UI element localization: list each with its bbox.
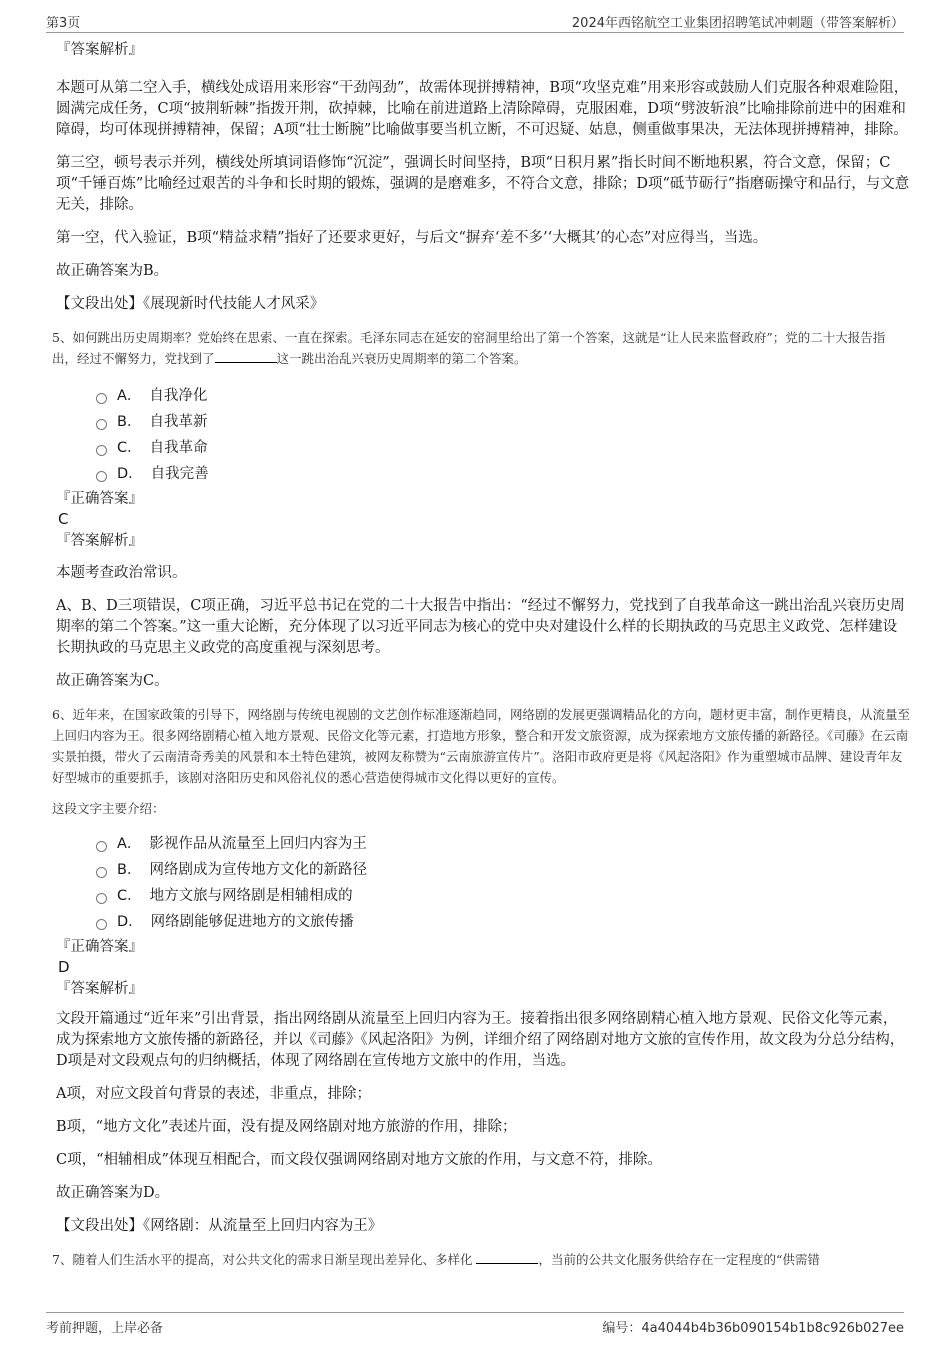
q6-analysis-para: 文段开篇通过“近年来”引出背景，指出网络剧从流量至上回归内容为王。接着指出很多网络剧精心植入地方景观、民俗文化等元素，成为探索地方文旅传播的新路径，并以《司藤》《风起洛阳》为例，详细介绍了网络剧对地方文旅的宣传作用，故文段为分总分结构，D项是对文段观点句的归纳概括，体现了网络剧在宣传地方文旅中的作用，当选。 bbox=[56, 1011, 905, 1069]
answer-blank bbox=[476, 1251, 538, 1264]
radio-icon[interactable] bbox=[96, 471, 107, 482]
page-header bbox=[46, 8, 904, 33]
radio-icon[interactable] bbox=[96, 419, 107, 430]
document-id: 编号：4a4044b4b36b090154b1b8c926b027ee bbox=[602, 1321, 904, 1336]
q6-analysis-para: A项，对应文段首句背景的表述，非重点，排除； bbox=[56, 1086, 371, 1102]
q6-analysis-para: B项，“地方文化”表述片面，没有提及网络剧对地方旅游的作用，排除； bbox=[56, 1119, 517, 1135]
q6-analysis-label: 『答案解析』 bbox=[56, 981, 143, 997]
q5-analysis-para: 本题考查政治常识。 bbox=[56, 565, 187, 581]
radio-icon[interactable] bbox=[96, 919, 107, 930]
q4-answer-statement: 故正确答案为B。 bbox=[56, 263, 169, 279]
q5-analysis-label: 『答案解析』 bbox=[56, 533, 143, 549]
q4-analysis-para: 本题可从第二空入手，横线处成语用来形容“干劲闯劲”，故需体现拼搏精神，B项“攻坚克难”用来形容或鼓励人们克服各种艰难险阻，圆满完成任务，C项“披荆斩棘”指拨开荆，砍掉棘，比喻在前进道路上清除障碍，克服困难，D项“劈波斩浪”比喻排除前进中的困难和障碍，均可体现拼搏精神，保留；A项“壮士断腕”比喻做事要当机立断，不可迟疑、姑息，侧重做事果决，无法体现拼搏精神，排除。 bbox=[56, 80, 909, 138]
q4-analysis-label: 『答案解析』 bbox=[56, 42, 143, 58]
q6-correct-label: 『正确答案』 bbox=[56, 939, 143, 955]
q5-option-a[interactable]: A． 自我净化 bbox=[96, 383, 910, 409]
radio-icon[interactable] bbox=[96, 393, 107, 404]
page-footer bbox=[46, 1312, 904, 1343]
q6-options bbox=[96, 831, 910, 935]
q4-analysis-para: 第一空，代入验证，B项“精益求精”指好了还要求更好，与后文“摒弃‘差不多’‘大概其’的心态”对应得当，当选。 bbox=[56, 230, 768, 246]
q6-option-a[interactable]: A． 影视作品从流量至上回归内容为王 bbox=[96, 831, 910, 857]
q5-options bbox=[96, 383, 910, 487]
q5-analysis-para: A、B、D三项错误，C项正确，习近平总书记在党的二十大报告中指出：“经过不懈努力，党找到了自我革命这一跳出治乱兴衰历史周期率的第二个答案。”这一重大论断，充分体现了以习近平同志为核心的党中央对建设什么样的长期执政的马克思主义政党、怎样建设长期执政的马克思主义政党的高度重视与深刻思考。 bbox=[56, 598, 905, 656]
q5-option-c[interactable]: C． 自我革命 bbox=[96, 435, 910, 461]
q6-source: 【文段出处】《网络剧：从流量至上回归内容为王》 bbox=[56, 1218, 383, 1234]
q6-option-d[interactable]: D． 网络剧能够促进地方的文旅传播 bbox=[96, 909, 910, 935]
q5-correct-answer: C bbox=[58, 510, 69, 528]
q5-option-d[interactable]: D． 自我完善 bbox=[96, 461, 910, 487]
q6-prompt: 这段文字主要介绍： bbox=[52, 801, 165, 816]
footer-slogan: 考前押题，上岸必备 bbox=[46, 1321, 164, 1336]
page-number: 第3页 bbox=[46, 16, 81, 31]
q6-option-c[interactable]: C． 地方文旅与网络剧是相辅相成的 bbox=[96, 883, 910, 909]
q4-analysis-para: 第三空，顿号表示并列，横线处所填词语修饰“沉淀”，强调长时间坚持，B项“日积月累”指长时间不断地积累，符合文意，保留；C项“千锤百炼”比喻经过艰苦的斗争和长时期的锻炼，强调的是磨难多，不符合文意，排除；D项“砥节砺行”指磨砺操守和品行，与文意无关，排除。 bbox=[56, 155, 910, 213]
radio-icon[interactable] bbox=[96, 867, 107, 878]
radio-icon[interactable] bbox=[96, 841, 107, 852]
document-body bbox=[52, 40, 910, 1270]
q5-answer-statement: 故正确答案为C。 bbox=[56, 673, 169, 689]
q6-correct-answer: D bbox=[58, 958, 70, 976]
radio-icon[interactable] bbox=[96, 893, 107, 904]
q5-option-b[interactable]: B． 自我革新 bbox=[96, 409, 910, 435]
answer-blank bbox=[215, 350, 277, 363]
q7-question: 7、随着人们生活水平的提高，对公共文化的需求日渐呈现出差异化、多样化 ，当前的公共文化服务供给存在一定程度的“供需错 bbox=[52, 1252, 820, 1267]
q4-source: 【文段出处】《展现新时代技能人才风采》 bbox=[56, 296, 325, 312]
q5-question: 5、如何跳出历史周期率？党始终在思索、一直在探索。毛泽东同志在延安的窑洞里给出了第一个答案，这就是“让人民来监督政府”；党的二十大报告指出，经过不懈努力，党找到了 这一跳出治乱兴衰历史周期率的第二个答案。 bbox=[52, 330, 886, 366]
q6-question: 6、近年来，在国家政策的引导下，网络剧与传统电视剧的文艺创作标准逐渐趋同，网络剧的发展更强调精品化的方向，题材更丰富，制作更精良，从流量至上回归内容为王。很多网络剧精心植入地方景观、民俗文化等元素，打造地方形象，整合和开发文旅资源，成为探索地方文旅传播的新路径。《司藤》在云南实景拍摄，带火了云南清奇秀美的风景和本土特色建筑，被网友称赞为“云南旅游宣传片”。洛阳市政府更是将《风起洛阳》作为重塑城市品牌、建设青年友好型城市的重要抓手，该剧对洛阳历史和风俗礼仪的悉心营造使得城市文化得以更好的宣传。 bbox=[52, 707, 910, 785]
q6-answer-statement: 故正确答案为D。 bbox=[56, 1185, 170, 1201]
q6-option-b[interactable]: B． 网络剧成为宣传地方文化的新路径 bbox=[96, 857, 910, 883]
document-title: 2024年西铭航空工业集团招聘笔试冲刺题（带答案解析） bbox=[571, 16, 904, 31]
radio-icon[interactable] bbox=[96, 445, 107, 456]
q6-analysis-para: C项，“相辅相成”体现互相配合，而文段仅强调网络剧对地方文旅的作用，与文意不符，排除。 bbox=[56, 1152, 662, 1168]
q5-correct-label: 『正确答案』 bbox=[56, 491, 143, 507]
